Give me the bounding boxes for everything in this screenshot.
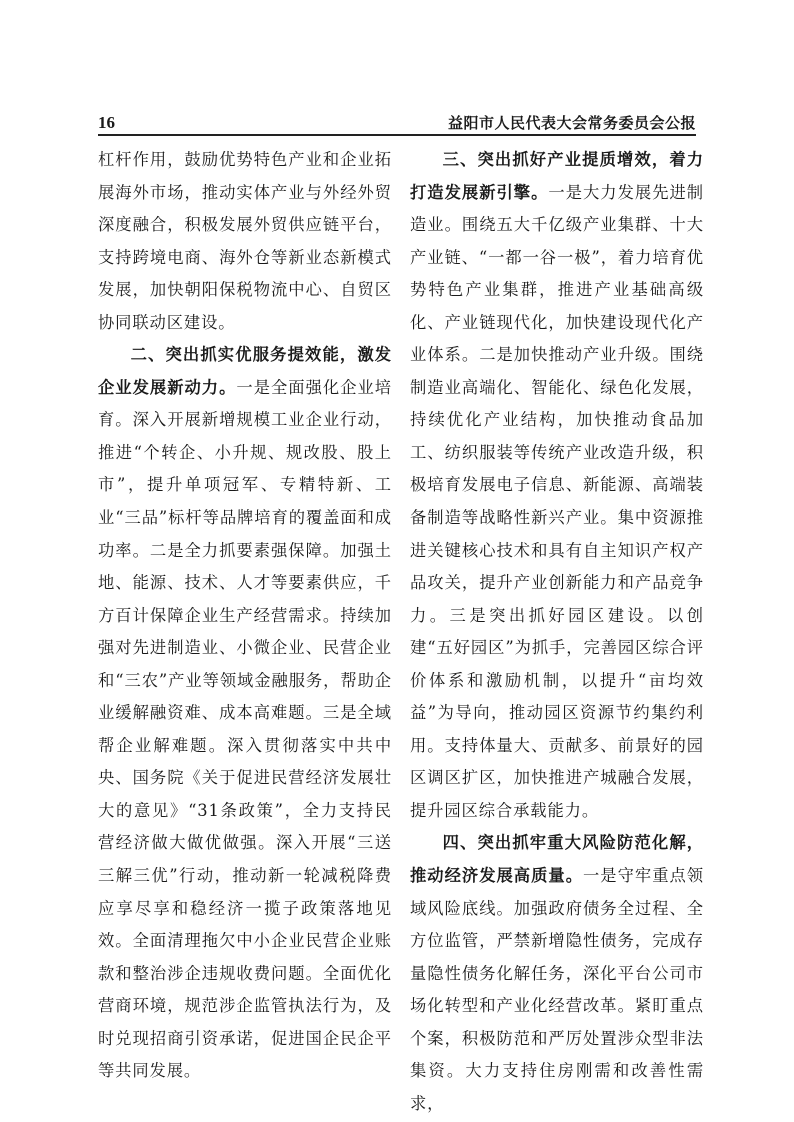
paragraph-section-2 xyxy=(98,339,392,1088)
paragraph-text: 杠杆作用，鼓励优势特色产业和企业拓展海外市场，推动实体产业与外经外贸深度融合，积极发展外贸供应链平台，支持跨境电商、海外仓等新业态新模式发展，加快朝阳保税物流中心、自贸区协同联动区建设。 xyxy=(98,150,392,332)
header-rule xyxy=(98,134,696,136)
section-heading-4: 四、突出抓牢重大风险防范化解，推动经济发展高质量。 xyxy=(410,833,704,886)
paragraph-text: 一是全面强化企业培育。深入开展新增规模工业企业行动，推进“个转企、小升规、规改股、股上市”，提升单项冠军、专精特新、工业“三品”标杆等品牌培育的覆盖面和成功率。二是全力抓要素强保障。加强土地、能源、技术、人才等要素供应，千方百计保障企业生产经营需求。持续加强对先进制造业、小微企业、民营企业和“三农”产业等领域金融服务，帮助企业缓解融资难、成本高难题。三是全域帮企业解难题。深入贯彻落实中共中央、国务院《关于促进民营经济发展壮大的意见》“31条政策”，全力支持民营经济做大做优做强。深入开展“三送三解三优”行动，推动新一轮减税降费应享尽享和稳经济一揽子政策落地见效。全面清理拖欠中小企业民营企业账款和整治涉企违规收费问题。全面优化营商环境，规范涉企监管执法行为，及时兑现招商引资承诺，促进国企民企平等共同发展。 xyxy=(98,377,392,1081)
paragraph-continuation xyxy=(98,144,392,339)
paragraph-text: 一是守牢重点领域风险底线。加强政府债务全过程、全方位监管，严禁新增隐性债务，完成存量隐性债务化解任务，深化平台公司市场化转型和产业化经营改革。紧盯重点个案，积极防范和严厉处置涉众型非法集资。大力支持住房刚需和改善性需求， xyxy=(410,866,704,1113)
journal-title: 益阳市人民代表大会常务委员会公报 xyxy=(447,114,696,132)
section-heading-2: 二、突出抓实优服务提效能，激发企业发展新动力。 xyxy=(98,345,392,397)
paragraph-text: 一是大力发展先进制造业。围绕五大千亿级产业集群、十大产业链、“一都一谷一极”，着力培育优势特色产业集群，推进产业基础高级化、产业链现代化，加快建设现代化产业体系。二是加快推动产业升级。围绕制造业高端化、智能化、绿色化发展，持续优化产业结构，加快推动食品加工、纺织服装等传统产业改造升级，积极培育发展电子信息、新能源、高端装备制造等战略性新兴产业。集中资源推进关键核心技术和具有自主知识产权产品攻关，提升产业创新能力和产品竞争力。三是突出抓好园区建设。以创建“五好园区”为抓手，完善园区综合评价体系和激励机制，以提升“亩均效益”为导向，推动园区资源节约集约利用。支持体量大、贡献多、前景好的园区调区扩区，加快推进产城融合发展，提升园区综合承载能力。 xyxy=(410,182,704,820)
paragraph-section-4 xyxy=(410,827,704,1120)
paragraph-section-3 xyxy=(410,144,704,827)
right-column xyxy=(410,144,704,1113)
page-number: 16 xyxy=(98,113,115,132)
section-heading-3: 三、突出抓好产业提质增效，着力打造发展新引擎。 xyxy=(410,150,704,202)
left-column xyxy=(98,144,392,1081)
